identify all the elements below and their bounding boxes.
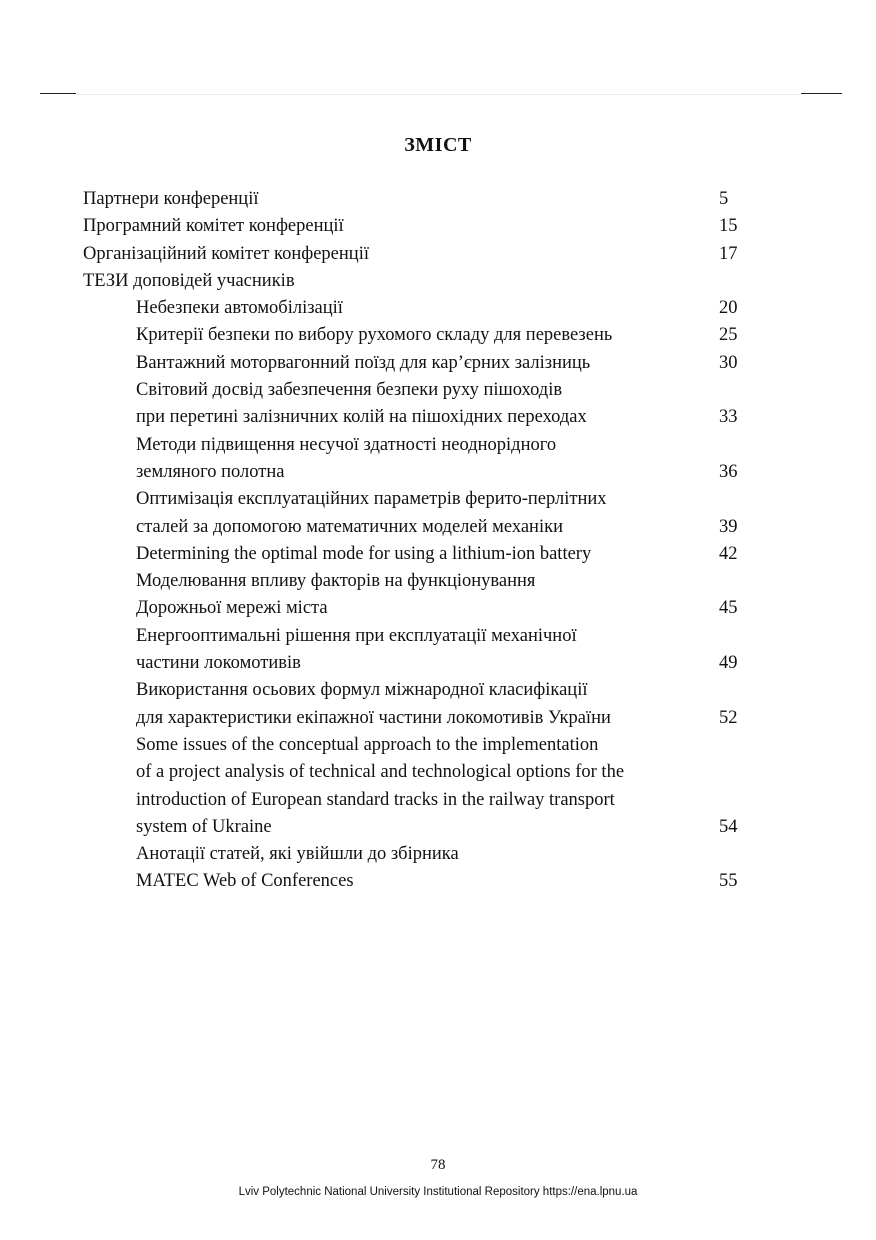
toc-entry-title: system of Ukraine [136,816,272,837]
toc-entry-title: Дорожньої мережі міста [136,598,328,619]
toc-entry-page: 39 [719,516,738,537]
toc-entry-title: земляного полотна [136,461,285,482]
header-rule-faint [76,94,801,95]
toc-entry [83,650,783,677]
toc-entry [83,295,783,322]
toc-entry-page: 17 [719,243,738,264]
toc-entry-page: 5 [719,189,729,209]
toc-entry-page: 20 [719,298,738,319]
toc-entry [83,759,783,786]
toc-entry [83,186,783,213]
toc-entry-title: для характеристики екіпажної частини локомотивів України [136,707,611,728]
toc-entry [83,868,783,895]
toc-entry-page: 36 [719,461,738,482]
toc-entry-title: Програмний комітет конференції [83,216,344,237]
toc-entry-page: 49 [719,653,738,674]
page-title: ЗМІСТ [404,134,472,156]
toc-entry [83,732,783,759]
toc-entry-title: introduction of European standard tracks in the railway transport [136,789,615,810]
toc-entry-title: Енергооптимальні рішення при експлуатації механічної [136,625,577,646]
toc-entry-title: of a project analysis of technical and technological options for the [136,762,625,783]
header-rule-left [40,93,76,94]
toc-entry [83,595,783,622]
toc-entry-title: Небезпеки автомобілізації [136,298,343,319]
toc-entry [83,486,783,513]
toc-entry [83,459,783,486]
toc-entry-page: 15 [719,216,738,237]
toc-entry [83,241,783,268]
toc-entry-title: Анотації статей, які увійшли до збірника [136,844,459,865]
toc-entry-title: сталей за допомогою математичних моделей механіки [136,516,563,537]
table-of-contents [83,186,783,896]
toc-entry-title: при перетині залізничних колій на пішохідних переходах [136,407,587,428]
toc-entry-title: Determining the optimal mode for using a lithium-ion battery [136,543,592,564]
toc-entry [83,268,783,295]
toc-entry [83,514,783,541]
toc-entry [83,814,783,841]
toc-entry-title: Some issues of the conceptual approach to the implementation [136,734,599,755]
toc-entry-title: Використання осьових формул міжнародної класифікації [136,680,588,701]
toc-entry [83,623,783,650]
toc-entry [83,705,783,732]
toc-entry [83,322,783,349]
toc-entry [83,787,783,814]
header-rule-right [801,93,842,94]
toc-entry-page: 45 [719,598,738,619]
toc-entry-title: ТЕЗИ доповідей учасників [83,270,295,291]
toc-entry-title: Світовий досвід забезпечення безпеки руху пішоходів [136,380,563,401]
toc-entry [83,432,783,459]
toc-entry-page: 54 [719,816,738,837]
toc-entry-title: Партнери конференції [83,189,259,209]
toc-entry-page: 25 [719,325,738,346]
toc-entry-title: частини локомотивів [136,653,301,674]
toc-entry [83,568,783,595]
toc-entry-page: 30 [719,352,738,373]
toc-entry-title: Організаційний комітет конференції [83,243,369,264]
page-number: 78 [430,1157,446,1173]
toc-entry [83,541,783,568]
toc-entry-title: MATEC Web of Conferences [136,871,354,892]
toc-entry-page: 55 [719,871,738,892]
toc-entry-title: Критерії безпеки по вибору рухомого складу для перевезень [136,325,613,346]
toc-entry [83,377,783,404]
toc-entry [83,404,783,431]
toc-entry [83,677,783,704]
toc-entry-title: Оптимізація експлуатаційних параметрів ферито-перлітних [136,489,607,510]
toc-entry-page: 52 [719,707,738,728]
toc-entry-page: 33 [719,407,738,428]
toc-entry-page: 42 [719,543,738,564]
toc-entry-title: Вантажний моторвагонний поїзд для кар’єрних залізниць [136,352,591,373]
repository-footer: Lviv Polytechnic National University Institutional Repository https://ena.lpnu.ua [238,1186,638,1198]
toc-entry-title: Методи підвищення несучої здатності неоднорідного [136,434,557,455]
toc-entry-title: Моделювання впливу факторів на функціонування [136,571,536,592]
toc-entry [83,350,783,377]
toc-entry [83,213,783,240]
toc-entry [83,841,783,868]
